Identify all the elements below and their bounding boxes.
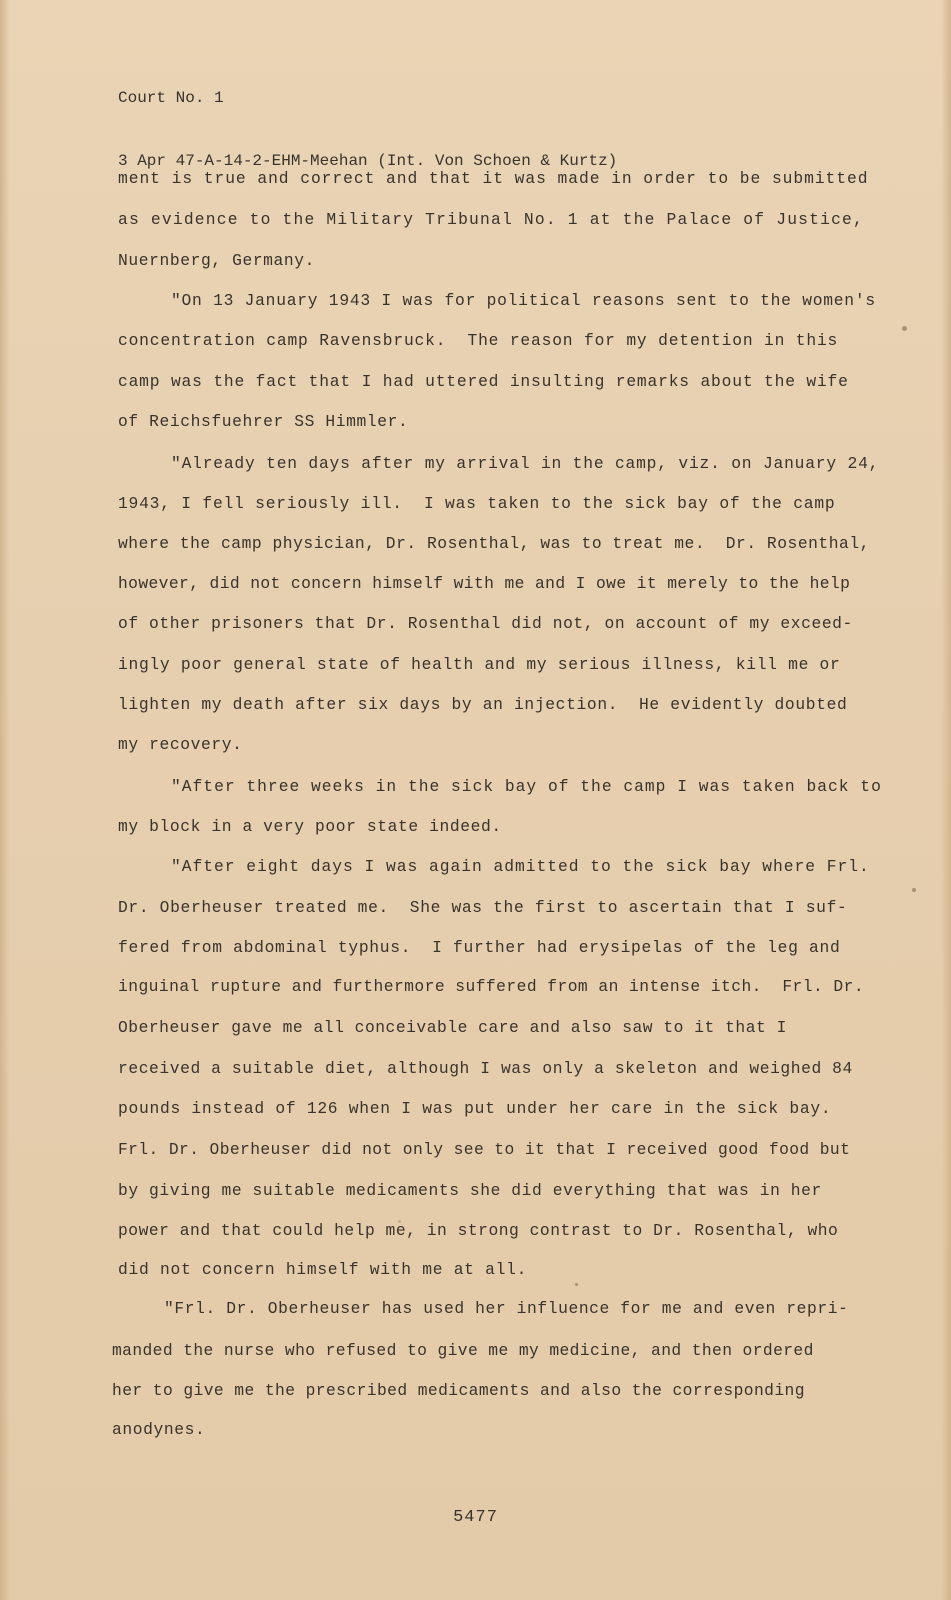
text-line: Oberheuser gave me all conceivable care and also saw to it that I [118,1018,787,1037]
paper-speck [398,1220,401,1223]
text-line: where the camp physician, Dr. Rosenthal, was to treat me. Dr. Rosenthal, [118,534,870,553]
paper-speck [902,326,907,331]
text-line: Dr. Oberheuser treated me. She was the first to ascertain that I suf- [118,898,848,917]
text-line: did not concern himself with me at all. [118,1260,528,1279]
text-line: of Reichsfuehrer SS Himmler. [118,412,409,431]
text-line: by giving me suitable medicaments she did everything that was in her [118,1181,822,1200]
text-line: Frl. Dr. Oberheuser did not only see to it that I received good food but [118,1140,851,1159]
page-number: 5477 [453,1508,498,1527]
text-line: "Frl. Dr. Oberheuser has used her influence for me and even repri- [164,1299,849,1318]
reference-line: 3 Apr 47-A-14-2-EHM-Meehan (Int. Von Schoen & Kurtz) [118,152,618,170]
text-line: "Already ten days after my arrival in the camp, viz. on January 24, [171,454,880,473]
text-line: as evidence to the Military Tribunal No. 1 at the Palace of Justice, [118,210,864,229]
text-line: 1943, I fell seriously ill. I was taken to the sick bay of the camp [118,494,836,513]
text-line: lighten my death after six days by an injection. He evidently doubted [118,695,848,714]
text-line: her to give me the prescribed medicaments and also the corresponding [112,1381,805,1400]
text-line: ment is true and correct and that it was made in order to be submitted [118,169,869,188]
text-line: manded the nurse who refused to give me my medicine, and then ordered [112,1341,814,1360]
text-line: fered from abdominal typhus. I further had erysipelas of the leg and [118,938,841,957]
paper-speck [575,1283,578,1286]
text-line: "After three weeks in the sick bay of the camp I was taken back to [171,777,882,796]
text-line: my block in a very poor state indeed. [118,817,502,836]
text-line: "On 13 January 1943 I was for political reasons sent to the women's [171,291,876,310]
text-line: Nuernberg, Germany. [118,251,316,270]
text-line: pounds instead of 126 when I was put under her care in the sick bay. [118,1099,832,1118]
text-line: ingly poor general state of health and my serious illness, kill me or [118,655,841,674]
court-label: Court No. 1 [118,89,224,107]
text-line: received a suitable diet, although I was only a skeleton and weighed 84 [118,1059,853,1078]
text-line: camp was the fact that I had uttered insulting remarks about the wife [118,372,849,391]
text-line: "After eight days I was again admitted to the sick bay where Frl. [171,857,870,876]
text-line: inguinal rupture and furthermore suffered from an intense itch. Frl. Dr. [118,977,865,996]
text-line: power and that could help me, in strong contrast to Dr. Rosenthal, who [118,1221,839,1240]
text-line: anodynes. [112,1420,206,1439]
text-line: my recovery. [118,735,243,754]
paper-edge-left [0,0,10,1600]
text-line: of other prisoners that Dr. Rosenthal did not, on account of my exceed- [118,614,853,633]
text-line: concentration camp Ravensbruck. The reason for my detention in this [118,331,839,350]
text-line: however, did not concern himself with me and I owe it merely to the help [118,574,851,593]
paper-edge-right [941,0,951,1600]
paper-speck [912,888,916,892]
